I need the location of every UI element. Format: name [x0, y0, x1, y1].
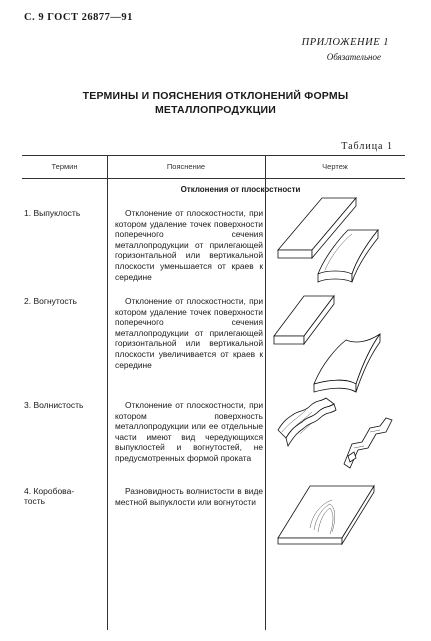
- page-header: С. 9 ГОСТ 26877—91: [24, 12, 133, 23]
- column-header-term: Термин: [51, 162, 78, 171]
- column-header-explanation: Пояснение: [166, 162, 206, 171]
- term-row-2: [24, 296, 106, 306]
- term-row-3: [24, 400, 106, 410]
- document-title: [0, 89, 431, 117]
- explanation-row-3: Отклонение от плоскостности, при котором поверхность металлопродукции или ее отдельные части имеют вид чередующихся выпуклостей и вогнутостей, не предусмотренных формой проката: [115, 400, 263, 463]
- column-divider-1: [107, 155, 108, 630]
- table-label: Таблица 1: [341, 141, 393, 152]
- title-line-2: МЕТАЛЛОПРОДУКЦИИ: [154, 104, 277, 116]
- explanation-row-2: Отклонение от плоскостности, при котором удаление точек поверхности поперечного сечения металлопродукции от прилегающей горизонтальной или вертикальной плоскости увеличивается от краев к середине: [115, 296, 263, 370]
- column-divider-2: [265, 155, 266, 630]
- waviness-drawing-icon: [270, 390, 400, 480]
- explanation-row-4: Разновидность волнистости в виде местной выпуклости или вогнутости: [115, 486, 263, 507]
- explanation-row-1: Отклонение от плоскостности, при котором удаление точек поверхности поперечного сечения металлопродукции от прилегающей горизонтальной или вертикальной плоскости уменьшается от краев к середине: [115, 208, 263, 282]
- term-label-continuation: тость: [24, 496, 46, 506]
- term-label: 1. Выпуклость: [24, 208, 81, 218]
- header-bottom-border: [22, 178, 405, 179]
- term-label: 2. Вогнутость: [24, 296, 77, 306]
- warping-drawing-icon: [270, 478, 400, 558]
- appendix-subtitle: Обязательное: [326, 52, 381, 62]
- title-line-1: ТЕРМИНЫ И ПОЯСНЕНИЯ ОТКЛОНЕНИЙ ФОРМЫ: [82, 90, 349, 102]
- convexity-drawing-icon: [270, 190, 400, 290]
- term-label: 3. Волнистость: [24, 400, 84, 410]
- section-heading: Отклонения от плоскостности: [180, 185, 301, 194]
- term-label: 4. Коробова-: [24, 486, 75, 496]
- table-top-border: [22, 155, 405, 156]
- term-row-4: [24, 486, 106, 506]
- term-row-1: [24, 208, 106, 218]
- appendix-title: ПРИЛОЖЕНИЕ 1: [301, 37, 389, 48]
- column-header-drawing: Чертеж: [322, 162, 348, 171]
- concavity-drawing-icon: [270, 288, 400, 398]
